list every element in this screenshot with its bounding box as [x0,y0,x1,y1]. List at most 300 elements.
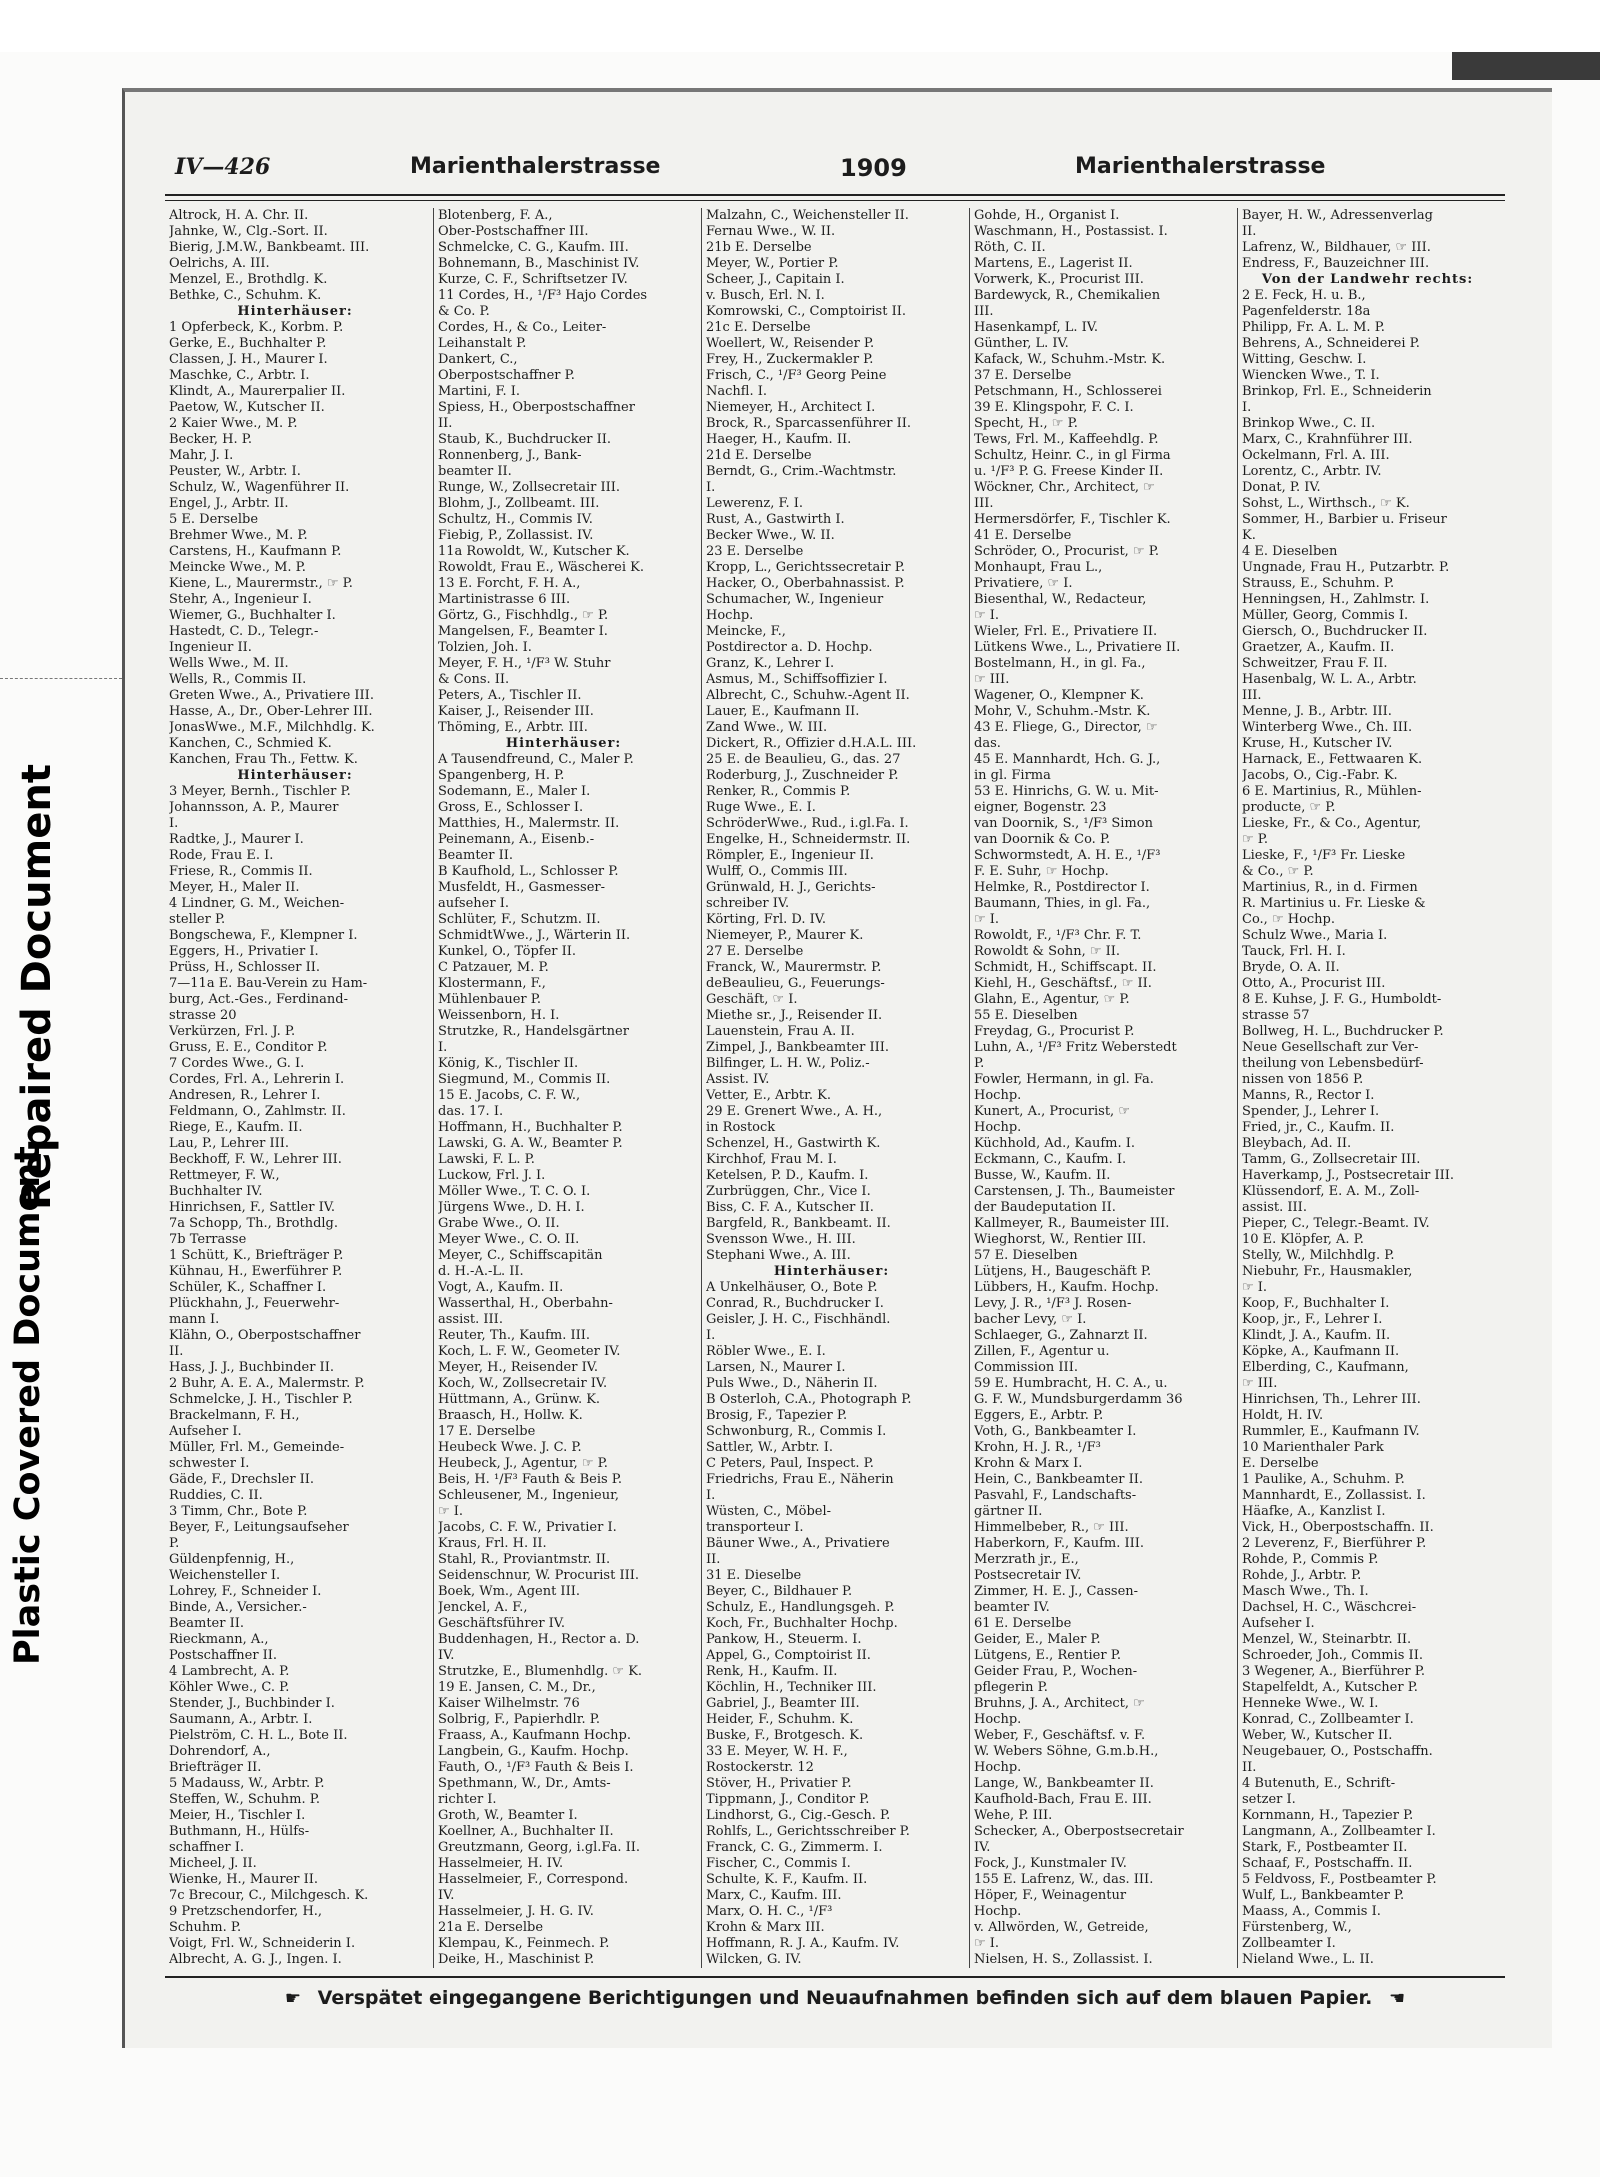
directory-entry: d. H.-A.-L. II. [438,1264,524,1279]
directory-entry: E. Derselbe [1242,1456,1319,1471]
directory-entry: Ungnade, Frau H., Putzarbtr. P. [1242,560,1450,575]
directory-entry: Stender, J., Buchbinder I. [169,1696,335,1711]
directory-entry: Beyer, F., Leitungsaufseher [169,1520,349,1535]
directory-entry: Henningsen, H., Zahlmstr. I. [1242,592,1430,607]
directory-entry: Hasenbalg, W. L. A., Arbtr. [1242,672,1417,687]
directory-entry: Vogt, A., Kaufm. II. [438,1280,564,1295]
directory-entry: Stapelfeldt, A., Kutscher P. [1242,1680,1418,1695]
directory-entry: Frisch, C., ¹/F³ Georg Peine [706,368,887,383]
directory-entry: Brosig, F., Tapezier P. [706,1408,848,1423]
directory-entry: Pasvahl, F., Landschafts- [974,1488,1137,1503]
directory-entry: Schüler, K., Schaffner I. [169,1280,327,1295]
directory-entry: Heubeck, J., Agentur, ☞ P. [438,1456,608,1471]
directory-entry: 2 E. Feck, H. u. B., [1242,288,1366,303]
directory-entry: Lorentz, C., Arbtr. IV. [1242,464,1382,479]
directory-entry: Dohrendorf, A., [169,1744,271,1759]
page-number: IV—426 [175,154,271,180]
directory-entry: ☞ I. [974,912,1000,927]
directory-entry: Stahl, R., Proviantmstr. II. [438,1552,611,1567]
directory-entry: Harnack, E., Fettwaaren K. [1242,752,1423,767]
directory-entry: Helmke, R., Postdirector I. [974,880,1150,895]
pointing-hand-icon: ☛ [284,1988,302,2009]
directory-entry: IV. [974,1840,991,1855]
directory-entry: SchmidtWwe., J., Wärterin II. [438,928,631,943]
directory-entry: Koch, L. F. W., Geometer IV. [438,1344,621,1359]
directory-entry: Weichensteller I. [169,1568,281,1583]
directory-entry: C Patzauer, M. P. [438,960,549,975]
directory-entry: Schmelcke, J. H., Tischler P. [169,1392,353,1407]
directory-entry: Geider, E., Maler P. [974,1632,1101,1647]
directory-entry: Meyer Wwe., C. O. II. [438,1232,580,1247]
directory-entry: Rettmeyer, F. W., [169,1168,280,1183]
directory-entry: Wasserthal, H., Oberbahn- [438,1296,613,1311]
directory-entry: Rostockerstr. 12 [706,1760,814,1775]
directory-entry: Langmann, A., Zollbeamter I. [1242,1824,1436,1839]
directory-entry: Aufseher I. [1242,1616,1315,1631]
directory-entry: Klindt, A., Maurerpalier II. [169,384,346,399]
directory-entry: Maass, A., Commis I. [1242,1904,1381,1919]
directory-entry: van Doornik, S., ¹/F³ Simon [974,816,1153,831]
directory-entry: Oelrichs, A. III. [169,256,270,271]
directory-entry: Privatiere, ☞ I. [974,576,1073,591]
directory-entry: Kaiser, J., Reisender III. [438,704,594,719]
directory-entry: Rohde, P., Commis P. [1242,1552,1379,1567]
directory-entry: Strutzke, R., Handelsgärtner [438,1024,629,1039]
directory-entry: Ruddies, C. II. [169,1488,263,1503]
directory-entry: 2 Leverenz, F., Bierführer P. [1242,1536,1427,1551]
directory-entry: Jacobs, C. F. W., Privatier I. [438,1520,617,1535]
directory-entry: Wüsten, C., Möbel- [706,1504,832,1519]
directory-entry: Brackelmann, F. H., [169,1408,300,1423]
directory-entry: Waschmann, H., Postassist. I. [974,224,1168,239]
directory-entry: das. [974,736,1001,751]
directory-entry: Leihanstalt P. [438,336,527,351]
directory-entry: Elberding, C., Kaufmann, [1242,1360,1409,1375]
directory-entry: Woellert, W., Reisender P. [706,336,875,351]
directory-entry: Assist. IV. [706,1072,770,1087]
directory-entry: Klempau, K., Feinmech. P. [438,1936,610,1951]
directory-entry: Lange, W., Bankbeamter II. [974,1776,1154,1791]
directory-entry: Ober-Postschaffner III. [438,224,589,239]
directory-entry: Fraass, A., Kaufmann Hochp. [438,1728,632,1743]
directory-entry: 5 Feldvoss, F., Postbeamter P. [1242,1872,1437,1887]
directory-entry: 8 E. Kuhse, J. F. G., Humboldt- [1242,992,1442,1007]
directory-entry: Frey, H., Zuckermakler P. [706,352,874,367]
directory-entry: Freydag, G., Procurist P. [974,1024,1135,1039]
directory-entry: Glahn, E., Agentur, ☞ P. [974,992,1130,1007]
directory-entry: Vorwerk, K., Procurist III. [974,272,1144,287]
directory-entry: Lafrenz, W., Bildhauer, ☞ III. [1242,240,1431,255]
directory-entry: Dankert, C., [438,352,518,367]
directory-entry: Pieper, C., Telegr.-Beamt. IV. [1242,1216,1430,1231]
directory-entry: Weissenborn, H. I. [438,1008,560,1023]
directory-entry: Lau, P., Lehrer III. [169,1136,290,1151]
directory-entry: Müller, Georg, Commis I. [1242,608,1409,623]
section-heading: Hinterhäuser: [505,736,622,751]
directory-entry: Beis, H. ¹/F³ Fauth & Beis P. [438,1472,623,1487]
directory-entry: Lauer, E., Kaufmann II. [706,704,860,719]
directory-entry: Puls Wwe., D., Näherin II. [706,1376,878,1391]
directory-entry: Sohst, L., Wirthsch., ☞ K. [1242,496,1410,511]
directory-entry: I. [1242,400,1252,415]
directory-entry: Fock, J., Kunstmaler IV. [974,1856,1127,1871]
directory-entry: Ingenieur II. [169,640,252,655]
directory-entry: Niemeyer, P., Maurer K. [706,928,864,943]
directory-entry: Commission III. [974,1360,1078,1375]
directory-entry: Martinistrasse 6 III. [438,592,571,607]
directory-entry: Hoffmann, R. J. A., Kaufm. IV. [706,1936,900,1951]
directory-entry: Rust, A., Gastwirth I. [706,512,845,527]
directory-entry: Günther, L. IV. [974,336,1069,351]
directory-entry: 7a Schopp, Th., Brothdlg. [169,1216,339,1231]
directory-entry: Maschke, C., Arbtr. I. [169,368,310,383]
directory-entry: pflegerin P. [974,1680,1048,1695]
directory-entry: u. ¹/F³ P. G. Freese Kinder II. [974,464,1164,479]
directory-entry: III. [1242,688,1262,703]
directory-entry: Behrens, A., Schneiderei P. [1242,336,1420,351]
directory-entry: Hasselmeier, H. IV. [438,1856,564,1871]
directory-entry: Buthmann, H., Hülfs- [169,1824,310,1839]
directory-entry: 31 E. Dieselbe [706,1568,802,1583]
directory-entry: gärtner II. [974,1504,1043,1519]
directory-entry: Paetow, W., Kutscher II. [169,400,325,415]
directory-entry: Klostermann, F., [438,976,546,991]
directory-entry: Albrecht, A. G. J., Ingen. I. [169,1952,342,1967]
directory-entry: Schwonburg, R., Commis I. [706,1424,887,1439]
directory-entry: Schleusener, M., Ingenieur, [438,1488,620,1503]
directory-entry: Mangelsen, F., Beamter I. [438,624,608,639]
directory-entry: & Co., ☞ P. [1242,864,1314,879]
directory-entry: Rowoldt & Sohn, ☞ II. [974,944,1121,959]
directory-entry: Fiebig, P., Zollassist. IV. [438,528,594,543]
directory-entry: Mannhardt, E., Zollassist. I. [1242,1488,1426,1503]
directory-entry: v. Busch, Erl. N. I. [706,288,825,303]
directory-entry: 9 Pretzschendorfer, H., [169,1904,323,1919]
directory-entry: Meyer, W., Portier P. [706,256,839,271]
directory-entry: 23 E. Derselbe [706,544,804,559]
directory-entry: 25 E. de Beaulieu, G., das. 27 [706,752,901,767]
directory-entry: Schulz, W., Wagenführer II. [169,480,350,495]
directory-entry: Höper, F., Weinagentur [974,1888,1127,1903]
directory-entry: Vetter, E., Arbtr. K. [706,1088,832,1103]
directory-entry: Martinius, R., in d. Firmen [1242,880,1418,895]
directory-entry: Hacker, O., Oberbahnassist. P. [706,576,905,591]
directory-entry: Boek, Wm., Agent III. [438,1584,580,1599]
directory-entry: Gerke, E., Buchhalter P. [169,336,327,351]
directory-entry: III. [974,304,994,319]
pointing-hand-icon: ☚ [1388,1988,1406,2009]
directory-entry: Franck, C. G., Zimmerm. I. [706,1840,883,1855]
directory-entry: Dickert, R., Offizier d.H.A.L. III. [706,736,917,751]
directory-entry: Jürgens Wwe., D. H. I. [438,1200,585,1215]
directory-entry: Kornmann, H., Tapezier P. [1242,1808,1414,1823]
directory-entry: Hass, J. J., Buchbinder II. [169,1360,334,1375]
section-heading: Hinterhäuser: [237,304,353,319]
directory-entry: A Tausendfreund, C., Maler P. [438,752,634,767]
directory-entry: Bruhns, J. A., Architect, ☞ [974,1696,1145,1711]
directory-entry: Sodemann, E., Maler I. [438,784,591,799]
directory-entry: Wienke, H., Maurer II. [169,1872,319,1887]
directory-entry: Baumann, Thies, in gl. Fa., [974,896,1151,911]
directory-entry: 45 E. Mannhardt, Hch. G. J., [974,752,1161,767]
directory-entry: Sattler, W., Arbtr. I. [706,1440,833,1455]
directory-entry: Wiemer, G., Buchhalter I. [169,608,336,623]
header-rule-thin [165,200,1505,201]
directory-entry: Wilcken, G. IV. [706,1952,802,1967]
directory-entry: Oberpostschaffner P. [438,368,575,383]
directory-entry: Tews, Frl. M., Kaffeehdlg. P. [974,432,1159,447]
directory-entry: Kühnau, H., Ewerführer P. [169,1264,343,1279]
directory-entry: Matthies, H., Malermstr. II. [438,816,620,831]
directory-entry: Häafke, A., Kanzlist I. [1242,1504,1386,1519]
directory-entry: Schultz, Heinr. C., in gl Firma [974,448,1171,463]
directory-entry: Spethmann, W., Dr., Amts- [438,1776,611,1791]
directory-entry: schwester I. [169,1456,250,1471]
directory-entry: v. Allwörden, W., Getreide, [974,1920,1149,1935]
directory-entry: 41 E. Derselbe [974,528,1072,543]
directory-entry: 1 Schütt, K., Briefträger P. [169,1248,344,1263]
directory-entry: theilung von Lebensbedürf- [1242,1056,1424,1071]
directory-entry: Kunert, A., Procurist, ☞ [974,1104,1130,1119]
directory-entry: Renker, R., Commis P. [706,784,851,799]
directory-entry: Malzahn, C., Weichensteller II. [706,208,909,223]
directory-entry: Meyer, H., Reisender IV. [438,1360,598,1375]
directory-entry: Görtz, G., Fischhdlg., ☞ P. [438,608,609,623]
directory-entry: Koop, jr., F., Lehrer I. [1242,1312,1383,1327]
scan-margin [0,0,1600,52]
directory-entry: Luckow, Frl. J. I. [438,1168,546,1183]
directory-entry: Grabe Wwe., O. II. [438,1216,560,1231]
directory-entry: II. [1242,1760,1257,1775]
directory-entry: Steffen, W., Schuhm. P. [169,1792,321,1807]
directory-entry: transporteur I. [706,1520,804,1535]
directory-entry: Rohde, J., Arbtr. P. [1242,1568,1362,1583]
directory-entry: Lütjens, H., Baugeschäft P. [974,1264,1152,1279]
directory-entry: Johannsson, A. P., Maurer [169,800,339,815]
directory-entry: Krohn & Marx III. [706,1920,825,1935]
directory-entry: I. [438,1040,448,1055]
directory-entry: Friedrichs, Frau E., Näherin [706,1472,894,1487]
directory-entry: Beamter II. [169,1616,244,1631]
directory-entry: Buske, F., Brotgesch. K. [706,1728,864,1743]
directory-entry: Bäuner Wwe., A., Privatiere [706,1536,890,1551]
directory-entry: Köhler Wwe., C. P. [169,1680,290,1695]
directory-entry: Appel, G., Comptoirist II. [706,1648,871,1663]
directory-entry: Hinrichsen, F., Sattler IV. [169,1200,335,1215]
directory-entry: Fürstenberg, W., [1242,1920,1352,1935]
directory-entry: 5 Madauss, W., Arbtr. P. [169,1776,325,1791]
directory-entry: Koellner, A., Buchhalter II. [438,1824,614,1839]
directory-entry: Runge, W., Zollsecretair III. [438,480,621,495]
directory-entry: Klähn, O., Oberpostschaffner [169,1328,361,1343]
directory-entry: Geschäft, ☞ I. [706,992,798,1007]
section-heading: Hinterhäuser: [237,768,353,783]
directory-entry: Weber, W., Kutscher II. [1242,1728,1393,1743]
directory-entry: Schwormstedt, A. H. E., ¹/F³ [974,848,1161,863]
directory-entry: Rieckmann, A., [169,1632,269,1647]
directory-entry: der Baudeputation II. [974,1200,1116,1215]
directory-entry: Plückhahn, J., Feuerwehr- [169,1296,340,1311]
directory-entry: P. [169,1536,180,1551]
directory-entry: Schuhm. P. [169,1920,242,1935]
directory-entry: Postschaffner II. [169,1648,278,1663]
directory-entry: 4 E. Dieselben [1242,544,1338,559]
directory-entry: Sommer, H., Barbier u. Friseur [1242,512,1447,527]
directory-entry: Peinemann, A., Eisenb.- [438,832,595,847]
directory-entry: Voigt, Frl. W., Schneiderin I. [169,1936,356,1951]
directory-entry: producte, ☞ P. [1242,800,1336,815]
directory-entry: Meyer, F. H., ¹/F³ W. Stuhr [438,656,611,671]
directory-entry: Kiene, L., Maurermstr., ☞ P. [169,576,353,591]
directory-entry: Bardewyck, R., Chemikalien [974,288,1161,303]
directory-entry: Schulte, K. F., Kaufm. II. [706,1872,868,1887]
directory-entry: Hochp. [974,1760,1022,1775]
directory-entry: Ronnenberg, J., Bank- [438,448,582,463]
directory-entry: Winterberg Wwe., Ch. III. [1242,720,1413,735]
directory-entry: Saumann, A., Arbtr. I. [169,1712,313,1727]
year: 1909 [840,154,907,182]
directory-entry: Kanchen, C., Schmied K. [169,736,332,751]
directory-entry: Tolzien, Joh. I. [438,640,532,655]
directory-entry: Hastedt, C. D., Telegr.- [169,624,319,639]
directory-entry: II. [438,416,453,431]
directory-entry: Becker Wwe., W. II. [706,528,835,543]
header-rule [165,194,1505,196]
directory-entry: Küchhold, Ad., Kaufm. I. [974,1136,1136,1151]
directory-entry: Kurze, C. F., Schriftsetzer IV. [438,272,628,287]
directory-entry: Specht, H., ☞ P. [974,416,1078,431]
directory-entry: ☞ I. [1242,1280,1268,1295]
directory-entry: 2 Kaier Wwe., M. P. [169,416,298,431]
directory-entry: Ketelsen, P. D., Kaufm. I. [706,1168,869,1183]
directory-entry: 21c E. Derselbe [706,320,811,335]
directory-entry: Postsecretair IV. [974,1568,1082,1583]
directory-entry: Röbler Wwe., E. I. [706,1344,826,1359]
directory-entry: Konrad, C., Zollbeamter I. [1242,1712,1414,1727]
directory-entry: Witting, Geschw. I. [1242,352,1367,367]
directory-entry: Groth, W., Beamter I. [438,1808,578,1823]
directory-entry: Pagenfelderstr. 18a [1242,304,1371,319]
directory-entry: SchröderWwe., Rud., i.gl.Fa. I. [706,816,909,831]
directory-entry: Weber, F., Geschäftsf. v. F. [974,1728,1146,1743]
directory-entry: K. [1242,528,1256,543]
directory-entry: Giersch, O., Buchdrucker II. [1242,624,1428,639]
directory-entry: Beckhoff, F. W., Lehrer III. [169,1152,342,1167]
directory-entry: steller P. [169,912,226,927]
directory-entry: Marx, C., Kaufm. III. [706,1888,842,1903]
directory-entry: Philipp, Fr. A. L. M. P. [1242,320,1385,335]
directory-entry: Eggers, H., Privatier I. [169,944,319,959]
directory-entry: beamter IV. [974,1600,1050,1615]
directory-entry: Klindt, J. A., Kaufm. II. [1242,1328,1391,1343]
directory-entry: Kafack, W., Schuhm.-Mstr. K. [974,352,1166,367]
directory-entry: Komrowski, C., Comptoirist II. [706,304,906,319]
repaired-document-label: Repaired Document [14,764,60,1210]
directory-entry: Riege, E., Kaufm. II. [169,1120,303,1135]
directory-entry: Wulf, L., Bankbeamter P. [1242,1888,1405,1903]
directory-entry: I. [706,1488,716,1503]
directory-entry: F. E. Suhr, ☞ Hochp. [974,864,1109,879]
directory-entry: JonasWwe., M.F., Milchhdlg. K. [169,720,375,735]
directory-entry: Brinkop, Frl. E., Schneiderin [1242,384,1432,399]
directory-entry: Möller Wwe., T. C. O. I. [438,1184,591,1199]
directory-entry: Carstensen, J. Th., Baumeister [974,1184,1175,1199]
directory-entry: Kiehl, H., Geschäftsf., ☞ II. [974,976,1152,991]
directory-entry: Geider Frau, P., Wochen- [974,1664,1138,1679]
directory-entry: Granz, K., Lehrer I. [706,656,835,671]
directory-page [122,88,1552,2048]
directory-entry: Gäde, F., Drechsler II. [169,1472,315,1487]
directory-entry: Wagener, O., Klempner K. [974,688,1144,703]
directory-entry: IV. [438,1888,455,1903]
directory-entry: Nielsen, H. S., Zollassist. I. [974,1952,1153,1967]
directory-entry: Franck, W., Maurermstr. P. [706,960,882,975]
directory-entry: Ruge Wwe., E. I. [706,800,816,815]
directory-entry: Graetzer, A., Kaufm. II. [1242,640,1395,655]
directory-entry: Menzel, E., Brothdlg. K. [169,272,328,287]
directory-entry: 29 E. Grenert Wwe., A. H., [706,1104,883,1119]
directory-entry: 1 Paulike, A., Schuhm. P. [1242,1472,1405,1487]
directory-entry: Conrad, R., Buchdrucker I. [706,1296,884,1311]
directory-entry: Monhaupt, Frau L., [974,560,1103,575]
directory-entry: Siegmund, M., Commis II. [438,1072,611,1087]
directory-entry: Schweitzer, Frau F. II. [1242,656,1388,671]
directory-entry: mann I. [169,1312,220,1327]
directory-entry: Pielström, C. H. L., Bote II. [169,1728,348,1743]
directory-entry: ☞ P. [1242,832,1269,847]
column-4 [969,208,1229,1968]
directory-entry: bacher Levy, ☞ I. [974,1312,1087,1327]
directory-entry: Bohnemann, B., Maschinist IV. [438,256,640,271]
footer-rule [165,1976,1505,1978]
directory-entry: Bierig, J.M.W., Bankbeamt. III. [169,240,370,255]
directory-entry: II. [706,1552,721,1567]
directory-entry: 27 E. Derselbe [706,944,804,959]
directory-entry: Martini, F. I. [438,384,520,399]
directory-entry: König, K., Tischler II. [438,1056,579,1071]
directory-entry: Manns, R., Rector I. [1242,1088,1375,1103]
directory-entry: Brock, R., Sparcassenführer II. [706,416,912,431]
directory-entry: Schröder, O., Procurist, ☞ P. [974,544,1159,559]
directory-entry: 21b E. Derselbe [706,240,812,255]
directory-entry: Greutzmann, Georg, i.gl.Fa. II. [438,1840,640,1855]
directory-entry: Biss, C. F. A., Kutscher II. [706,1200,874,1215]
directory-entry: Schulz, E., Handlungsgeh. P. [706,1600,895,1615]
directory-entry: Renk, H., Kaufm. II. [706,1664,838,1679]
directory-entry: Koop, F., Buchhalter I. [1242,1296,1390,1311]
directory-entry: Schmidt, H., Schiffscapt. II. [974,960,1157,975]
directory-entry: Voth, G., Bankbeamter I. [974,1424,1137,1439]
directory-entry: 15 E. Jacobs, C. F. W., [438,1088,581,1103]
directory-entry: Himmelbeber, R., ☞ III. [974,1520,1129,1535]
column-5 [1237,208,1497,1968]
directory-entry: Eggers, E., Arbtr. P. [974,1408,1104,1423]
directory-entry: Roderburg, J., Zuschneider P. [706,768,899,783]
directory-entry: II. [1242,224,1257,239]
directory-entry: Altrock, H. A. Chr. II. [169,208,309,223]
directory-entry: Co., ☞ Hochp. [1242,912,1335,927]
directory-entry: assist. III. [438,1312,503,1327]
directory-entry: & Cons. II. [438,672,510,687]
directory-entry: 7 Cordes Wwe., G. I. [169,1056,305,1071]
directory-entry: Ockelmann, Frl. A. III. [1242,448,1390,463]
directory-entry: Bargfeld, R., Bankbeamt. II. [706,1216,891,1231]
directory-entry: Miethe sr., J., Reisender II. [706,1008,883,1023]
directory-entry: Mahr, J. I. [169,448,234,463]
directory-entry: Schenzel, H., Gastwirth K. [706,1136,881,1151]
directory-entry: Lawski, G. A. W., Beamter P. [438,1136,623,1151]
directory-entry: Deike, H., Maschinist P. [438,1952,595,1967]
